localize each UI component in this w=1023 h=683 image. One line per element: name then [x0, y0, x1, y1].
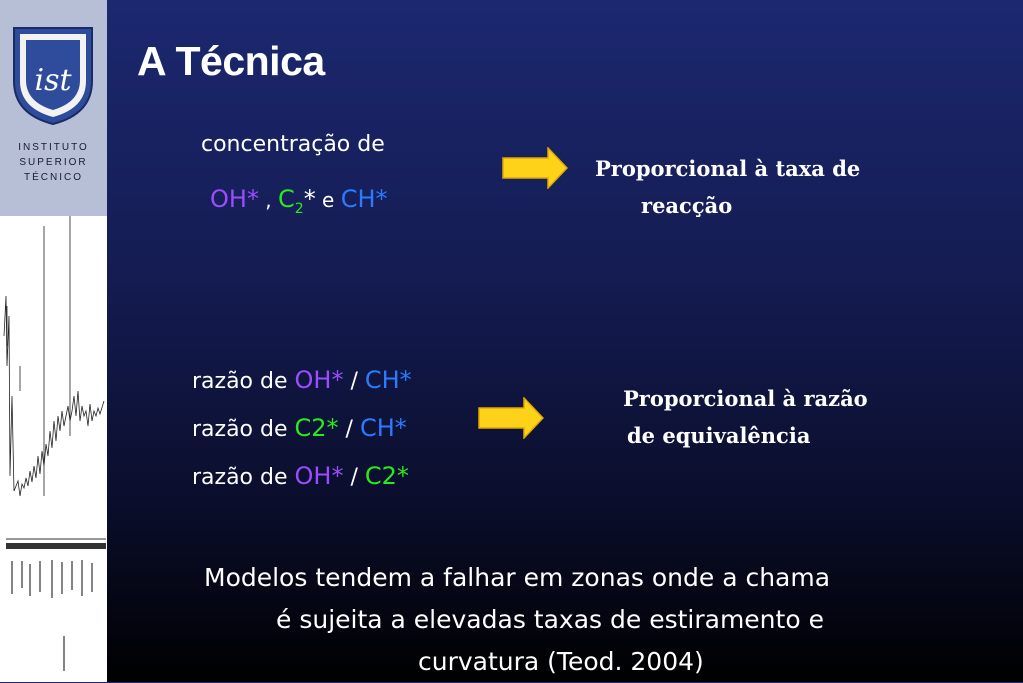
conclusion-text: [200, 557, 920, 683]
logo-line-1: INSTITUTO: [18, 142, 89, 153]
species-c2-subscript: 2: [294, 200, 304, 217]
left-sidebar: [0, 0, 107, 682]
spectrum-graphic: [0, 216, 107, 682]
conclusion-line-1: Modelos tendem a falhar em zonas onde a chama: [204, 563, 831, 592]
ratio-prefix: razão de: [192, 417, 295, 442]
logo-line-3: TÉCNICO: [24, 172, 83, 183]
logo-line-2: SUPERIOR: [19, 157, 88, 168]
ratio-separator: /: [338, 417, 360, 442]
species-c2-star: *: [303, 185, 316, 213]
ratio-numerator: OH*: [294, 366, 344, 394]
svg-text:ist: ist: [34, 63, 72, 98]
ratio-row: [192, 453, 412, 501]
ratio-numerator: C2*: [294, 414, 339, 442]
ratio-denominator: CH*: [364, 366, 412, 394]
ratio-denominator: CH*: [359, 414, 407, 442]
ist-shield-icon: [12, 26, 94, 126]
ist-logo: [0, 0, 107, 216]
result-rate-line-2: reacção: [641, 193, 733, 218]
ratio-separator: /: [343, 369, 365, 394]
result-rate-line-1: Proporcional à taxa de: [595, 156, 861, 181]
ratio-numerator: OH*: [294, 462, 344, 490]
species-oh: OH*: [210, 185, 259, 213]
right-arrow-icon: [502, 147, 568, 189]
ratio-row: [192, 357, 412, 405]
species-sep: ,: [258, 188, 279, 212]
species-ch: CH*: [340, 185, 388, 213]
ratio-separator: /: [343, 465, 365, 490]
species-conj: e: [315, 188, 341, 212]
ratio-row: [192, 405, 412, 453]
logo-wordmark: [0, 140, 107, 185]
result-ratio-line-2: de equivalência: [627, 423, 811, 448]
species-c2: C: [278, 185, 295, 213]
concentration-label: concentração de: [201, 132, 385, 157]
conclusion-line-3: curvatura (Teod. 2004): [418, 647, 704, 676]
conclusion-line-2: é sujeita a elevadas taxas de estiramento e: [276, 605, 824, 634]
ratio-denominator: C2*: [364, 462, 409, 490]
result-ratio-line-1: Proporcional à razão: [623, 386, 868, 411]
ratio-prefix: razão de: [192, 369, 295, 394]
slide-title: A Técnica: [137, 38, 325, 84]
ratio-list: [192, 357, 412, 501]
right-arrow-icon: [478, 397, 544, 439]
species-list: [210, 185, 388, 217]
ratio-prefix: razão de: [192, 465, 295, 490]
